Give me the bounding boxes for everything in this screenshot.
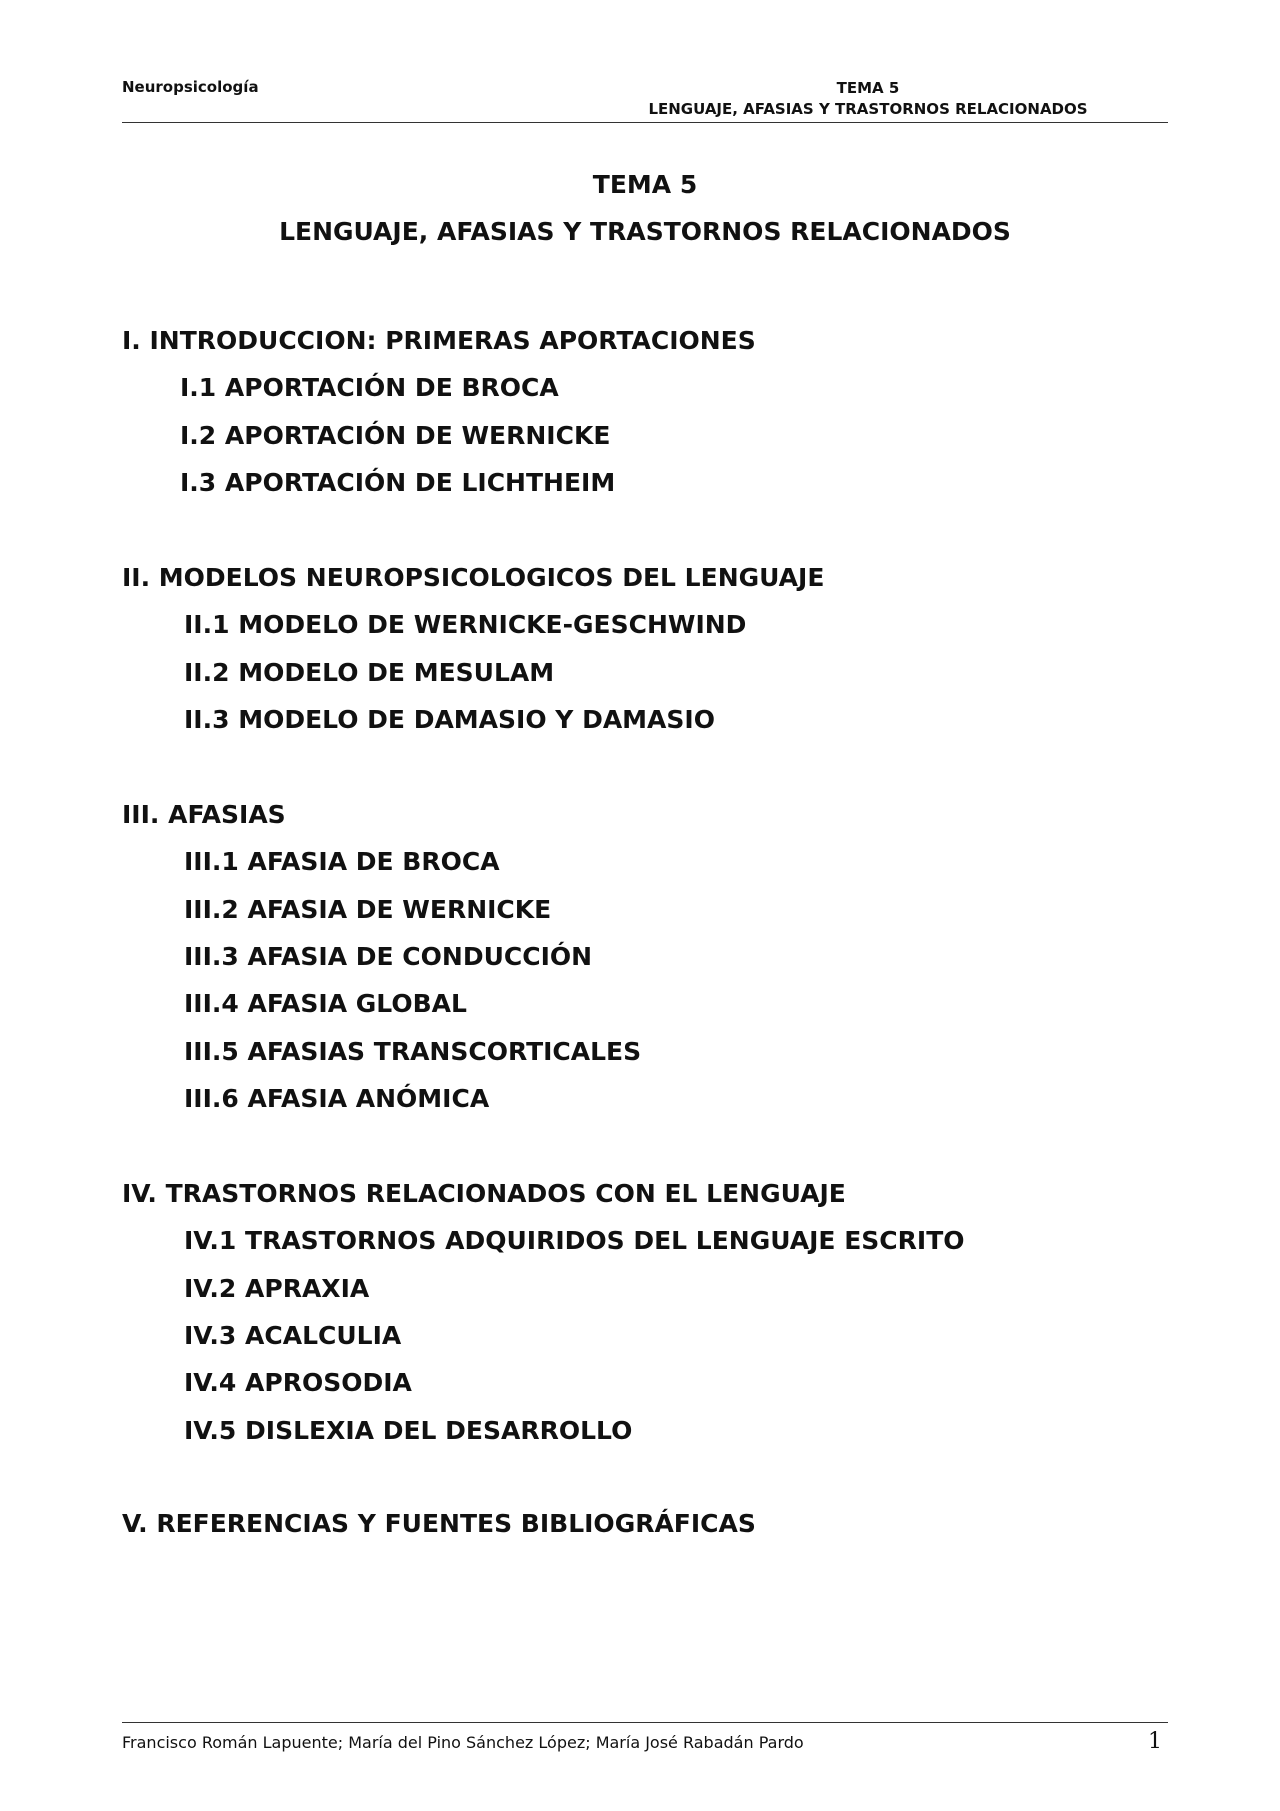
header-topic <box>568 78 1168 120</box>
toc-subsection-item: IV.2 APRAXIA <box>184 1273 370 1303</box>
document-title-number: TEMA 5 <box>592 170 698 199</box>
toc-subsection-item: III.5 AFASIAS TRANSCORTICALES <box>184 1036 642 1066</box>
page-number: 1 <box>1148 1729 1162 1754</box>
page-footer <box>122 1722 1168 1759</box>
toc-subsection-item: II.3 MODELO DE DAMASIO Y DAMASIO <box>184 704 715 734</box>
page-header <box>122 74 1168 123</box>
toc-subsection-item: II.1 MODELO DE WERNICKE-GESCHWIND <box>184 610 747 640</box>
header-topic-title: LENGUAJE, AFASIAS Y TRASTORNOS RELACIONADOS <box>648 100 1088 118</box>
toc-section-heading: I. INTRODUCCION: PRIMERAS APORTACIONES <box>122 326 756 355</box>
toc-section-heading: IV. TRASTORNOS RELACIONADOS CON EL LENGUAJE <box>122 1179 846 1208</box>
toc-subsection-item: III.2 AFASIA DE WERNICKE <box>184 894 552 924</box>
toc-section-heading: V. REFERENCIAS Y FUENTES BIBLIOGRÁFICAS <box>122 1509 756 1538</box>
toc-subsection-item: II.2 MODELO DE MESULAM <box>184 657 555 687</box>
toc-subsection-item: IV.5 DISLEXIA DEL DESARROLLO <box>184 1415 633 1445</box>
footer-authors: Francisco Román Lapuente; María del Pino Sánchez López; María José Rabadán Pardo <box>122 1733 804 1752</box>
toc-subsection-item: I.3 APORTACIÓN DE LICHTHEIM <box>180 467 616 497</box>
toc-subsection-item: I.1 APORTACIÓN DE BROCA <box>180 373 559 403</box>
toc-subsection-item: IV.4 APROSODIA <box>184 1368 412 1398</box>
header-topic-number: TEMA 5 <box>836 79 900 97</box>
toc-subsection-item: III.1 AFASIA DE BROCA <box>184 847 500 877</box>
document-title: LENGUAJE, AFASIAS Y TRASTORNOS RELACIONADOS <box>279 217 1011 246</box>
toc-section-heading: II. MODELOS NEUROPSICOLOGICOS DEL LENGUAJE <box>122 563 825 592</box>
toc-subsection-item: III.4 AFASIA GLOBAL <box>184 989 467 1019</box>
toc-subsection-item: IV.3 ACALCULIA <box>184 1320 402 1350</box>
toc-section-heading: III. AFASIAS <box>122 800 286 829</box>
toc-subsection-item: III.6 AFASIA ANÓMICA <box>184 1083 490 1113</box>
toc-subsection-item: I.2 APORTACIÓN DE WERNICKE <box>180 420 611 450</box>
toc-subsection-item: III.3 AFASIA DE CONDUCCIÓN <box>184 941 593 971</box>
header-subject: Neuropsicología <box>122 78 259 96</box>
toc-subsection-item: IV.1 TRASTORNOS ADQUIRIDOS DEL LENGUAJE ESCRITO <box>184 1226 965 1256</box>
